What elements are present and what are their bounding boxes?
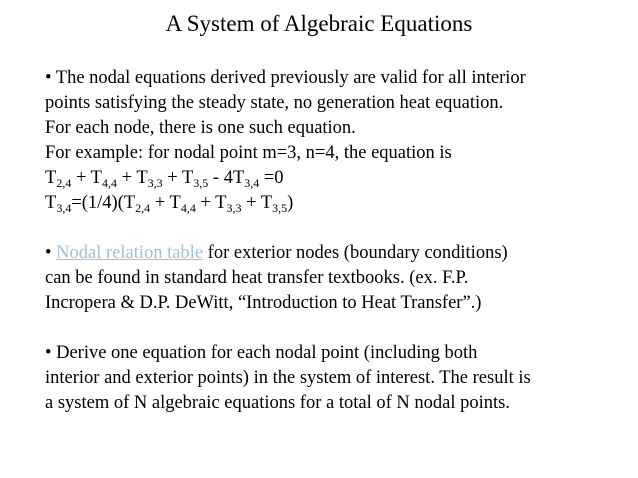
eq-subscript: 4,4 — [101, 176, 117, 190]
eq-term: + T — [71, 168, 102, 188]
slide-body — [45, 66, 635, 416]
text-run: for exterior nodes (boundary conditions) — [203, 243, 508, 263]
eq-term: - 4T — [208, 168, 245, 188]
text-line: can be found in standard heat transfer textbooks. (ex. F.P. — [45, 268, 469, 288]
text-line: • Derive one equation for each nodal point (including both — [45, 343, 478, 363]
eq-subscript: 3,4 — [244, 176, 260, 190]
eq-subscript: 3,4 — [56, 201, 72, 215]
text-line: a system of N algebraic equations for a total of N nodal points. — [45, 393, 510, 413]
text-line — [45, 241, 635, 266]
eq-term: + T — [162, 168, 194, 188]
text-line: For each node, there is one such equation. — [45, 118, 356, 138]
eq-subscript: 2,4 — [135, 201, 151, 215]
text-line: Incropera & D.P. DeWitt, “Introduction to Heat Transfer”.) — [45, 293, 482, 313]
text-line: points satisfying the steady state, no generation heat equation. — [45, 93, 504, 113]
eq-subscript: 4,4 — [180, 201, 196, 215]
eq-term: + T — [116, 168, 148, 188]
text-line: For example: for nodal point m=3, n=4, the equation is — [45, 143, 452, 163]
eq-term: T — [45, 168, 57, 188]
eq-term: + T — [195, 193, 227, 213]
nodal-relation-table-link[interactable]: Nodal relation table — [56, 243, 204, 263]
paragraph-gap — [45, 216, 635, 241]
eq-term: + T — [150, 193, 181, 213]
eq-term: + T — [241, 193, 273, 213]
bullet: • — [45, 243, 57, 263]
nodal-equation-solved — [45, 191, 635, 216]
eq-subscript: 3,3 — [226, 201, 242, 215]
eq-subscript: 3,3 — [147, 176, 163, 190]
slide-title: A System of Algebraic Equations — [165, 11, 473, 36]
eq-term: =0 — [259, 168, 284, 188]
eq-term: =(1/4)(T — [71, 193, 136, 213]
text-line: interior and exterior points) in the system of interest. The result is — [45, 368, 531, 388]
eq-subscript: 3,5 — [193, 176, 209, 190]
eq-subscript: 3,5 — [272, 201, 288, 215]
eq-subscript: 2,4 — [56, 176, 72, 190]
paragraph-gap — [45, 316, 635, 341]
text-line: • The nodal equations derived previously are valid for all interior — [45, 68, 526, 88]
eq-term: ) — [287, 193, 294, 213]
eq-term: T — [45, 193, 57, 213]
nodal-equation-sum — [45, 166, 635, 191]
